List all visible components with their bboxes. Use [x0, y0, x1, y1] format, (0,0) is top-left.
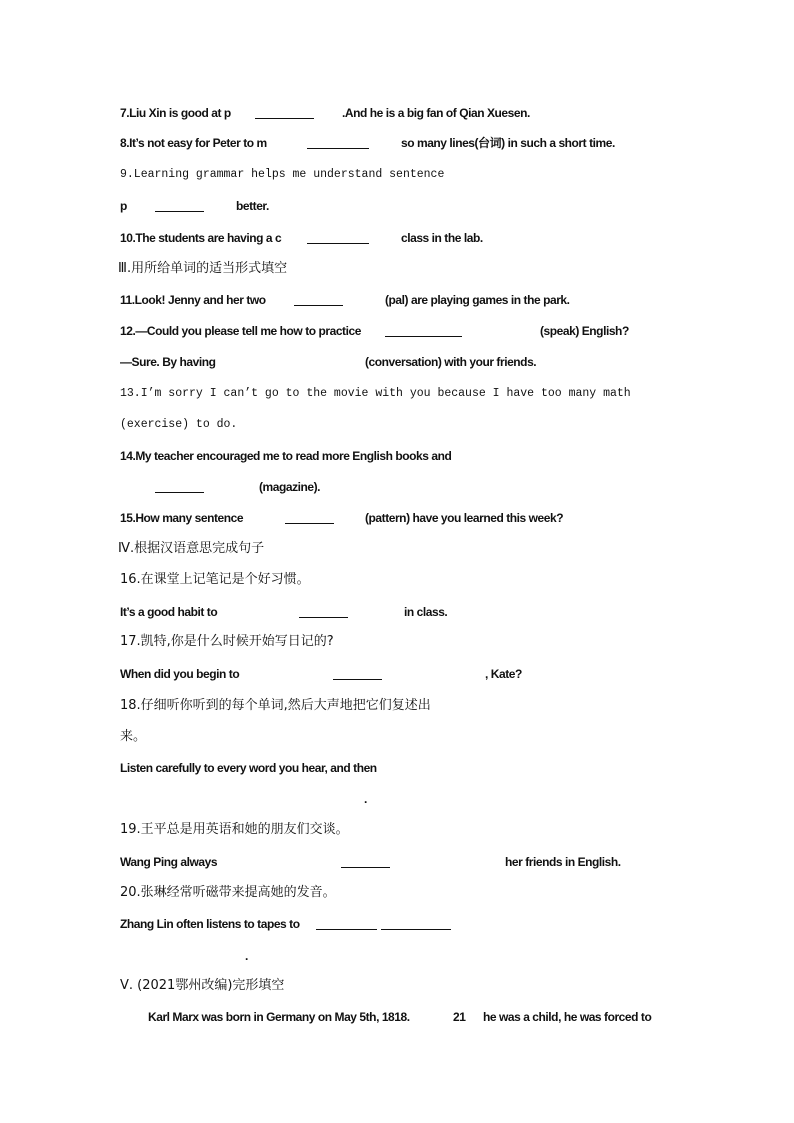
q16-chinese: 16.在课堂上记笔记是个好习惯。 — [120, 572, 310, 587]
text-line — [0, 976, 794, 996]
text-line — [0, 133, 794, 153]
q16-text: It’s a good habit to — [120, 605, 218, 619]
text-line — [0, 946, 794, 966]
text-line — [0, 570, 794, 590]
answer-blank[interactable] — [307, 243, 369, 244]
text-line — [0, 914, 794, 934]
text-line — [0, 602, 794, 622]
q12-reply: —Sure. By having — [120, 355, 216, 369]
text-line — [0, 758, 794, 778]
passage-text-cont: he was a child, he was forced to — [483, 1010, 652, 1024]
answer-blank[interactable] — [341, 867, 390, 868]
q10-text-end: class in the lab. — [401, 231, 483, 245]
q8-text-end: so many lines(台词) in such a short time. — [401, 136, 615, 150]
q7-text-end: .And he is a big fan of Qian Xuesen. — [342, 106, 530, 120]
answer-blank[interactable] — [255, 118, 314, 119]
q19-text-end: her friends in English. — [505, 855, 621, 869]
q10-text: 10.The students are having a c — [120, 231, 282, 245]
text-line — [0, 1007, 794, 1027]
text-line — [0, 165, 794, 185]
q12-text-end: (speak) English? — [540, 324, 629, 338]
answer-blank[interactable] — [294, 305, 343, 306]
q15-text: 15.How many sentence — [120, 511, 244, 525]
section-3-heading: Ⅲ.用所给单词的适当形式填空 — [118, 261, 288, 276]
text-line — [0, 196, 794, 216]
q19-chinese: 19.王平总是用英语和她的朋友们交谈。 — [120, 822, 349, 837]
text-line — [0, 321, 794, 341]
q18-chinese: 18.仔细听你听到的每个单词,然后大声地把它们复述出 — [120, 698, 431, 713]
q18-chinese-end: 来。 — [120, 729, 147, 744]
text-line — [0, 539, 794, 559]
q20-text: Zhang Lin often listens to tapes to — [120, 917, 300, 931]
answer-blank[interactable] — [285, 523, 334, 524]
answer-blank[interactable] — [155, 211, 204, 212]
q16-text-end: in class. — [404, 605, 448, 619]
text-line — [0, 727, 794, 747]
q9-text: 9.Learning grammar helps me understand sentence — [120, 168, 445, 181]
text-line — [0, 384, 794, 404]
q15-text-end: (pattern) have you learned this week? — [365, 511, 564, 525]
q20-chinese: 20.张琳经常听磁带来提高她的发音。 — [120, 885, 336, 900]
q20-period: . — [245, 949, 248, 963]
q13-text-end: (exercise) to do. — [120, 418, 238, 431]
text-line — [0, 259, 794, 279]
answer-blank[interactable] — [307, 148, 369, 149]
section-5-heading: Ⅴ. (2021鄂州改编)完形填空 — [120, 978, 285, 993]
answer-blank[interactable] — [316, 929, 377, 930]
q14-text: 14.My teacher encouraged me to read more English books and — [120, 449, 452, 463]
cloze-number-21: 21 — [453, 1010, 466, 1024]
text-line — [0, 477, 794, 497]
q18-period: . — [364, 792, 367, 806]
text-line — [0, 696, 794, 716]
text-line — [0, 883, 794, 903]
q17-text: When did you begin to — [120, 667, 240, 681]
q12-text: 12.—Could you please tell me how to practice — [120, 324, 361, 338]
q7-text: 7.Liu Xin is good at p — [120, 106, 231, 120]
q8-text: 8.It’s not easy for Peter to m — [120, 136, 267, 150]
text-line — [0, 103, 794, 123]
section-4-heading: Ⅳ.根据汉语意思完成句子 — [118, 541, 265, 556]
answer-blank[interactable] — [381, 929, 451, 930]
text-line — [0, 632, 794, 652]
text-line — [0, 446, 794, 466]
answer-blank[interactable] — [385, 336, 462, 337]
q17-text-end: , Kate? — [485, 667, 522, 681]
answer-blank[interactable] — [333, 679, 382, 680]
text-line — [0, 228, 794, 248]
q11-text-end: (pal) are playing games in the park. — [385, 293, 570, 307]
text-line — [0, 508, 794, 528]
q14-text-end: (magazine). — [259, 480, 321, 494]
q12-reply-end: (conversation) with your friends. — [365, 355, 537, 369]
text-line — [0, 852, 794, 872]
answer-blank[interactable] — [155, 492, 204, 493]
passage-text: Karl Marx was born in Germany on May 5th, 1818. — [148, 1010, 410, 1024]
text-line — [0, 352, 794, 372]
text-line — [0, 415, 794, 435]
q9-text-end: better. — [236, 199, 269, 213]
q18-text: Listen carefully to every word you hear, and then — [120, 761, 377, 775]
q13-text: 13.I’m sorry I can’t go to the movie with you because I have too many math — [120, 387, 631, 400]
answer-blank[interactable] — [299, 617, 348, 618]
text-line — [0, 290, 794, 310]
q19-text: Wang Ping always — [120, 855, 218, 869]
q11-text: 11.Look! Jenny and her two — [120, 293, 266, 307]
q9-letter: p — [120, 199, 127, 213]
text-line — [0, 664, 794, 684]
q17-chinese: 17.凯特,你是什么时候开始写日记的? — [120, 634, 334, 649]
text-line — [0, 789, 794, 809]
text-line — [0, 820, 794, 840]
